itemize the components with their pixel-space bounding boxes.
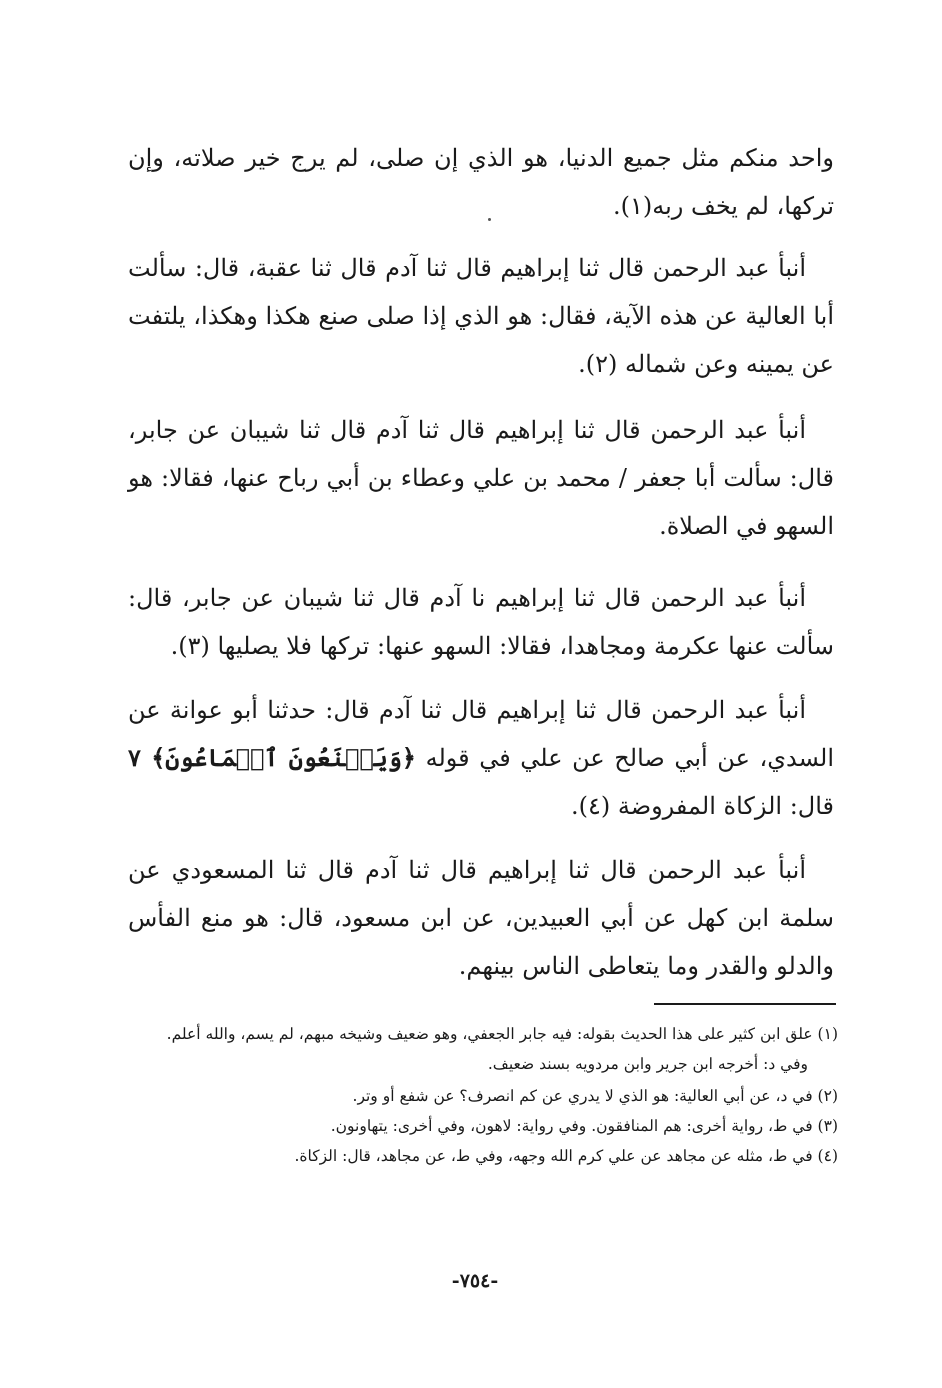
paragraph-5-before: أنبأ عبد الرحمن قال ثنا إبراهيم قال ثنا آدم قال: حدثنا أبو عوانة عن السدي، عن أبي صالح عن علي في قوله <box>128 696 835 772</box>
page-number: -٧٥٤- <box>451 1270 499 1292</box>
ink-speck <box>488 218 491 221</box>
paragraph-3-text: أنبأ عبد الرحمن قال ثنا إبراهيم قال ثنا آدم قال ثنا شيبان عن جابر، قال: سألت أبا جعفر / محمد بن علي وعطاء بن أبي رباح عنها، فقالا: هو السهو في الصلاة. <box>128 416 834 540</box>
paragraph-5 <box>128 686 834 830</box>
footnote-4: (٤) في ط، مثله عن مجاهد عن علي كرم الله وجهه، وفي ط، عن مجاهد، قال: الزكاة. <box>294 1147 838 1165</box>
footnotes <box>128 1022 838 1174</box>
paragraph-1: واحد منكم مثل جميع الدنيا، هو الذي إن صلى، لم يرج خير صلاته، وإن تركها، لم يخف ربه(١). <box>128 144 834 220</box>
paragraph-5-after: قال: الزكاة المفروضة (٤). <box>570 792 834 820</box>
paragraph-4-text: أنبأ عبد الرحمن قال ثنا إبراهيم نا آدم قال ثنا شيبان عن جابر، قال: سألت عنها عكرمة ومجاهدا، فقالا: السهو عنها: تركها فلا يصليها (٣). <box>128 584 834 660</box>
paragraph-2-text: أنبأ عبد الرحمن قال ثنا إبراهيم قال ثنا آدم قال ثنا عقبة، قال: سألت أبا العالية عن هذه الآية، فقال: هو الذي إذا صلى صنع هكذا وهكذا، يلتفت عن يمينه وعن شماله (٢). <box>128 254 834 378</box>
footnote-2: (٢) في د، عن أبي العالية: هو الذي لا يدري عن كم انصرف؟ عن شفع أو وتر. <box>352 1087 838 1105</box>
footnote-1: (١) علق ابن كثير على هذا الحديث بقوله: فيه جابر الجعفي، وهو ضعيف وشيخه مبهم، لم يسم، والله أعلم. <box>166 1025 838 1043</box>
paragraph-4 <box>128 574 834 670</box>
paragraph-6-text: أنبأ عبد الرحمن قال ثنا إبراهيم قال ثنا آدم قال ثنا المسعودي عن سلمة ابن كهل عن أبي العبيدين، عن ابن مسعود، قال: هو منع الفأس والدلو والقدر وما يتعاطى الناس بينهم. <box>128 856 834 980</box>
footnote-divider <box>654 1003 836 1005</box>
footnote-1-continuation: وفي د: أخرجه ابن جرير وابن مردويه بسند ضعيف. <box>487 1055 808 1073</box>
paragraph-3 <box>128 406 834 550</box>
paragraph-6 <box>128 846 834 990</box>
footnote-3: (٣) في ط، رواية أخرى: هم المنافقون. وفي رواية: لاهون، وفي أخرى: يتهاونون. <box>330 1117 838 1135</box>
paragraph-2 <box>128 244 834 388</box>
quran-verse: ﴿وَيَمۡنَعُونَ ٱلۡمَاعُونَ﴾ ٧ <box>128 743 416 772</box>
